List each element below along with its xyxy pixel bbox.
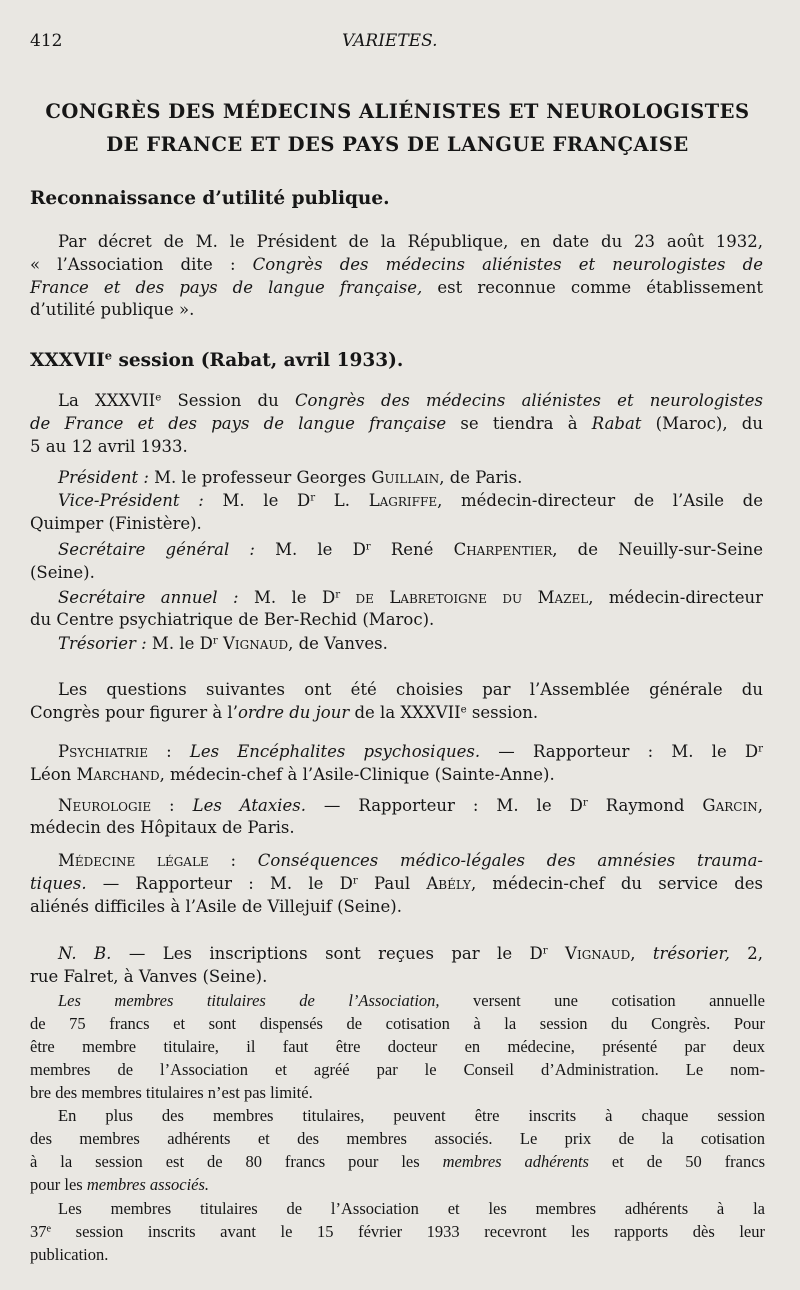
questions-line: Les questions suivantes ont été choisies par l’Assemblée générale du [58,680,763,699]
reports-line: 37e session inscrits avant le 15 février 1933 recevront les rapports dès leur [30,1222,765,1241]
running-section-title: VARIETES. [342,31,438,51]
fees-line: pour les membres associés. [30,1175,210,1194]
recognition-line: « l’Association dite : Congrès des médecins aliénistes et neurologistes de [30,255,763,274]
legal-medicine-line: tiques. — Rapporteur : M. le $D^r$ Paul Abély, médecin-chef du service des [30,874,764,893]
president-line: Président : M. le professeur Georges Guillain, de Paris. [58,468,523,487]
fees-line: En plus des membres titulaires, peuvent être inscrits à chaque session [58,1106,765,1125]
questions-line: Congrès pour figurer à l’ordre du jour de la XXXVIIe session. [30,703,539,722]
fees-line: des membres adhérents et des membres associés. Le prix de la cotisation [30,1129,765,1148]
secretary-general-line: Secrétaire général : M. le $D^r$ René Charpentier, de Neuilly-sur-Seine [58,540,763,559]
session-line: La XXXVIIe Session du Congrès des médecins aliénistes et neurologistes [58,391,764,410]
treasurer-line: Trésorier : M. le $D^r$ Vignaud, de Vanves. [58,634,388,653]
session-heading: XXXVIIe session (Rabat, avril 1933). [30,348,404,371]
psychiatry-line: Léon Marchand, médecin-chef à l’Asile-Clinique (Sainte-Anne). [30,765,555,784]
title-line-1: CONGRÈS DES MÉDECINS ALIÉNISTES ET NEUROLOGISTES [45,100,750,123]
nb-line: rue Falret, à Vanves (Seine). [30,967,268,986]
members-line: membres de l’Association et agréé par le Conseil d’Administration. Le nom- [30,1060,765,1079]
recognition-line: France et des pays de langue française, est reconnue comme établissement [30,278,764,297]
page-number: 412 [30,31,63,51]
reports-line: publication. [30,1245,109,1264]
recognition-heading: Reconnaissance d’utilité publique. [30,188,390,209]
members-line: bre des membres titulaires n’est pas limité. [30,1083,313,1102]
recognition-line: Par décret de M. le Président de la République, en date du 23 août 1932, [58,232,763,251]
nb-line: N. B. — Les inscriptions sont reçues par le $D^r$ Vignaud, trésorier, 2, [58,944,763,963]
members-line: être membre titulaire, il faut être docteur en médecine, présenté par deux [30,1037,765,1056]
fees-line: à la session est de 80 francs pour les membres adhérents et de 50 francs [30,1152,765,1171]
members-line: Les membres titulaires de l’Association, versent une cotisation annuelle [58,991,765,1010]
secretary-annual-line: Secrétaire annuel : M. le $D^r$ de Labretoigne du Mazel, médecin-directeur [58,588,763,607]
title-line-2: DE FRANCE ET DES PAYS DE LANGUE FRANÇAISE [106,133,689,156]
members-line: de 75 francs et sont dispensés de cotisation à la session du Congrès. Pour [30,1014,765,1033]
neurology-line: médecin des Hôpitaux de Paris. [30,818,295,837]
vice-president-line: Quimper (Finistère). [30,514,202,533]
session-line: 5 au 12 avril 1933. [30,437,188,456]
reports-line: Les membres titulaires de l’Association et les membres adhérents à la [58,1199,765,1218]
recognition-line: d’utilité publique ». [30,300,195,319]
legal-medicine-line: Médecine légale : Conséquences médico-légales des amnésies trauma- [58,851,763,870]
secretary-annual-line: du Centre psychiatrique de Ber-Rechid (Maroc). [30,610,435,629]
session-line: de France et des pays de langue française se tiendra à Rabat (Maroc), du [30,414,763,433]
vice-president-line: Vice-Président : M. le $D^r$ L. Lagriffe, médecin-directeur de l’Asile de [58,491,764,510]
legal-medicine-line: aliénés difficiles à l’Asile de Villejuif (Seine). [30,897,402,916]
neurology-line: Neurologie : Les Ataxies. — Rapporteur : M. le $D^r$ Raymond Garcin, [58,796,763,815]
psychiatry-line: Psychiatrie : Les Encéphalites psychosiques. — Rapporteur : M. le $D^r$ [58,742,764,761]
secretary-general-line: (Seine). [30,563,95,582]
